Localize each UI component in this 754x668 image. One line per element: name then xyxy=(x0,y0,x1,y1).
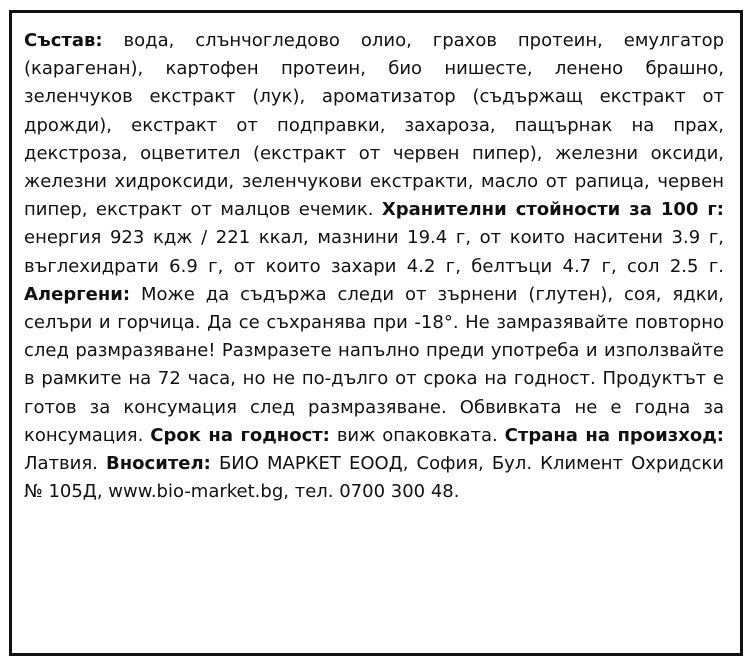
label-text xyxy=(24,27,724,506)
ingredients-text: вода, слънчогледово олио, грахов протеин, емулгатор (карагенан), картофен протеин, био нишесте, ленено брашно, зеленчуков екстракт (лук), ароматизатор (съдържащ екстракт от дрожди), екстракт от подправки, захароза, пащърнак на прах, декстроза, оцветител (екстракт от червен пипер), железни оксиди, железни хидроксиди, зеленчукови екстракти, масло от рапица, червен пипер, екстракт от малцов ечемик. xyxy=(24,30,725,221)
allergens-text: Може да съдържа следи от зърнени (глутен), соя, ядки, селъри и горчица. Да се съхранява при -18°. Не замразявайте повторно след размразяване! Размразете напълно преди употреба и използвайте в рамките на 72 часа, но не по-дълго от срока на годност. Продуктът е готов за консумация след размразяване. Обвивката не е годна за консумация. xyxy=(24,283,724,446)
importer-heading: Вносител: xyxy=(106,453,211,475)
importer-text: БИО МАРКЕТ ЕООД, София, Бул. Климент Охридски № 105Д, www.bio-market.bg, тел. 0700 300 48. xyxy=(24,453,724,503)
nutrition-heading: Хранителни стойности за 100 г: xyxy=(381,199,724,221)
ingredients-heading: Състав: xyxy=(24,30,103,51)
nutrition-text: енергия 923 кдж / 221 ккал, мазнини 19.4 г, от които наситени 3.9 г, въглехидрати 6.9 г, от които захари 4.2 г, белтъци 4.7 г, сол 2.5 г. xyxy=(24,227,724,277)
allergens-heading: Алергени: xyxy=(24,283,131,305)
shelf-life-text: виж опаковката. xyxy=(336,424,498,446)
origin-text: Латвия. xyxy=(24,453,98,475)
origin-heading: Страна на произход: xyxy=(504,424,724,446)
shelf-life-heading: Срок на годност: xyxy=(150,424,330,446)
